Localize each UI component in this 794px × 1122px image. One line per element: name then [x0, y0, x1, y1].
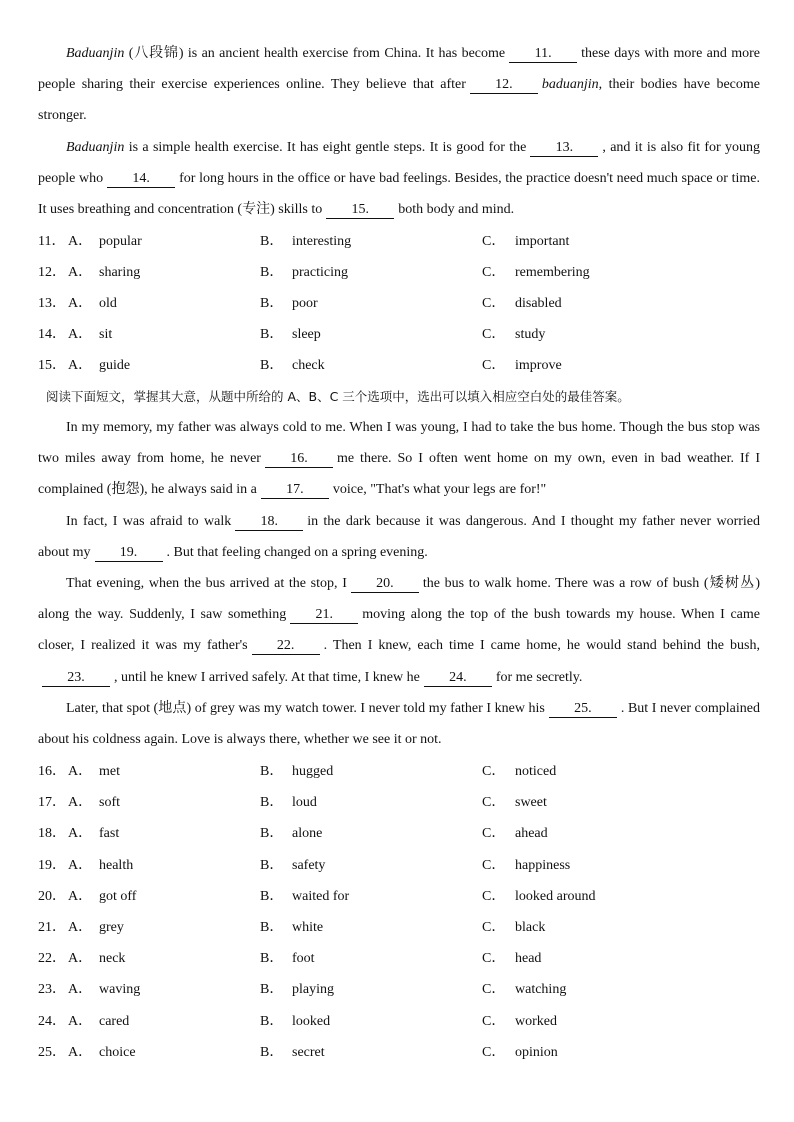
sentence-text: . Then I knew, each time I came home, he would stand behind the bush,: [323, 638, 760, 654]
passage1-paragraph2: [38, 132, 760, 226]
option-c-text[interactable]: sweet: [515, 795, 547, 811]
option-a-text[interactable]: soft: [99, 795, 120, 811]
italic-term: baduanjin: [541, 77, 599, 93]
option-b-text[interactable]: white: [292, 920, 324, 935]
blank-24: 24.: [424, 670, 492, 687]
question-number: 15．: [38, 358, 66, 373]
option-c-text[interactable]: improve: [515, 358, 562, 373]
option-b-text[interactable]: practicing: [292, 265, 348, 280]
option-a-text[interactable]: health: [99, 857, 134, 873]
blank-19: 19.: [95, 545, 163, 562]
option-letter-a: A．: [68, 764, 93, 779]
option-row: [38, 350, 760, 381]
option-a-text[interactable]: fast: [99, 826, 120, 842]
option-letter-a: A．: [68, 982, 93, 998]
option-c-text[interactable]: happiness: [515, 857, 571, 873]
option-letter-b: B．: [260, 888, 284, 904]
option-row: [38, 850, 760, 881]
option-b-text[interactable]: hugged: [292, 764, 334, 779]
option-letter-b: B．: [260, 920, 284, 935]
sentence-text: (八段锦) is an ancient health exercise from China. It has become: [124, 46, 506, 61]
option-b-text[interactable]: looked: [292, 1013, 331, 1029]
blank-13: 13.: [530, 140, 598, 157]
option-a-text[interactable]: cared: [99, 1013, 130, 1029]
option-letter-b: B．: [260, 1044, 284, 1060]
sentence-text: That evening, when the bus arrived at the stop, I: [66, 576, 347, 591]
option-b-text[interactable]: playing: [292, 982, 334, 998]
option-letter-c: C．: [482, 951, 506, 967]
option-letter-c: C．: [482, 1013, 506, 1029]
option-letter-c: C．: [482, 234, 506, 249]
sentence-text: moving along the top of the bush towards my house. When I came closer, I realized it was my father's: [38, 607, 760, 654]
question-number: 23．: [38, 982, 66, 998]
option-letter-a: A．: [68, 1044, 93, 1060]
option-letter-b: B．: [260, 234, 284, 249]
option-a-text[interactable]: got off: [99, 888, 137, 904]
option-row: [38, 226, 760, 257]
option-c-text[interactable]: disabled: [515, 296, 562, 311]
question-number: 22．: [38, 951, 66, 967]
passage2-paragraph2: [38, 506, 760, 568]
blank-22: 22.: [252, 638, 320, 655]
option-letter-a: A．: [68, 358, 93, 373]
blank-20: 20.: [351, 576, 419, 593]
option-c-text[interactable]: watching: [515, 982, 567, 998]
option-letter-b: B．: [260, 795, 284, 811]
option-b-text[interactable]: secret: [292, 1044, 325, 1060]
option-c-text[interactable]: ahead: [515, 826, 548, 842]
option-c-text[interactable]: opinion: [515, 1044, 558, 1060]
option-letter-c: C．: [482, 982, 506, 998]
question-number: 11．: [38, 234, 66, 249]
question-number: 13．: [38, 296, 66, 311]
passage2-paragraph3: [38, 568, 760, 693]
option-b-text[interactable]: alone: [292, 826, 323, 842]
sentence-text: , their bodies have become stronger.: [38, 77, 760, 124]
option-row: [38, 912, 760, 943]
option-letter-b: B．: [260, 826, 284, 842]
sentence-text: . But that feeling changed on a spring evening.: [166, 545, 428, 561]
option-letter-c: C．: [482, 888, 506, 904]
option-c-text[interactable]: black: [515, 920, 546, 935]
blank-18: 18.: [235, 514, 303, 531]
option-row: [38, 257, 760, 288]
option-b-text[interactable]: foot: [292, 951, 315, 967]
sentence-text: the bus to walk home. There was a row of bush (矮树丛) along the way. Suddenly, I saw something: [38, 576, 760, 623]
option-letter-b: B．: [260, 857, 284, 873]
option-letter-c: C．: [482, 1044, 506, 1060]
question-number: 16．: [38, 764, 66, 779]
option-letter-a: A．: [68, 327, 93, 342]
option-row: [38, 943, 760, 974]
option-c-text[interactable]: worked: [515, 1013, 557, 1029]
option-c-text[interactable]: noticed: [515, 764, 557, 779]
option-c-text[interactable]: study: [515, 327, 546, 342]
option-a-text[interactable]: waving: [99, 982, 141, 998]
option-letter-a: A．: [68, 951, 93, 967]
passage2-paragraph1: [38, 412, 760, 506]
sentence-text: . But I never complained about his coldness again. Love is always there, whether we see it or not.: [38, 701, 760, 748]
option-b-text[interactable]: interesting: [292, 234, 352, 249]
option-letter-b: B．: [260, 265, 284, 280]
option-letter-b: B．: [260, 296, 284, 311]
blank-16: 16.: [265, 451, 333, 468]
option-row: [38, 787, 760, 818]
blank-14: 14.: [107, 171, 175, 188]
sentence-text: voice, "That's what your legs are for!": [332, 482, 547, 498]
option-c-text[interactable]: looked around: [515, 888, 596, 904]
blank-15: 15.: [326, 202, 394, 219]
option-letter-c: C．: [482, 358, 506, 373]
option-row: [38, 756, 760, 787]
option-b-text[interactable]: check: [292, 358, 325, 373]
question-number: 19．: [38, 857, 66, 873]
option-letter-b: B．: [260, 951, 284, 967]
sentence-text: , and it is also fit for young people who: [38, 140, 760, 187]
option-letter-c: C．: [482, 764, 506, 779]
section-instruction: 阅读下面短文，掌握其大意，从题中所给的 A、B、C 三个选项中，选出可以填入相应空白处的最佳答案。: [46, 389, 630, 404]
question-number: 14．: [38, 327, 66, 342]
option-letter-a: A．: [68, 795, 93, 811]
option-b-text[interactable]: waited for: [292, 888, 350, 904]
option-letter-a: A．: [68, 265, 93, 280]
blank-21: 21.: [290, 607, 358, 624]
option-letter-b: B．: [260, 982, 284, 998]
option-letter-c: C．: [482, 826, 506, 842]
option-b-text[interactable]: poor: [292, 296, 318, 311]
sentence-text: Later, that spot (地点) of grey was my watch tower. I never told my father I knew his: [66, 701, 545, 716]
option-letter-c: C．: [482, 920, 506, 935]
option-letter-a: A．: [68, 888, 93, 904]
option-a-text[interactable]: met: [99, 764, 120, 779]
option-letter-b: B．: [260, 327, 284, 342]
option-b-text[interactable]: safety: [292, 857, 326, 873]
option-c-text[interactable]: remembering: [515, 265, 590, 280]
option-letter-c: C．: [482, 795, 506, 811]
option-row: [38, 1006, 760, 1037]
question-number: 21．: [38, 920, 66, 935]
option-c-text[interactable]: important: [515, 234, 570, 249]
question-number: 24．: [38, 1013, 66, 1029]
blank-11: 11.: [509, 46, 577, 63]
option-letter-a: A．: [68, 296, 93, 311]
sentence-text: in the dark because it was dangerous. And I thought my father never worried about my: [38, 514, 761, 561]
option-a-text[interactable]: sit: [99, 327, 113, 342]
option-letter-b: B．: [260, 1013, 284, 1029]
option-letter-c: C．: [482, 327, 506, 342]
option-row: [38, 1037, 760, 1068]
sentence-text: for me secretly.: [495, 669, 583, 685]
option-letter-a: A．: [68, 234, 93, 249]
passage2-paragraph4: [38, 693, 760, 755]
sentence-text: both body and mind.: [398, 202, 515, 218]
option-a-text[interactable]: sharing: [99, 265, 141, 280]
option-row: [38, 319, 760, 350]
option-letter-a: A．: [68, 826, 93, 842]
option-c-text[interactable]: head: [515, 951, 542, 967]
question-number: 17．: [38, 795, 66, 811]
option-a-text[interactable]: popular: [99, 234, 142, 249]
option-letter-c: C．: [482, 265, 506, 280]
option-letter-c: C．: [482, 296, 506, 311]
sentence-text: me there. So I often went home on my own, even in bad weather. If I complained (抱怨), he always said in a: [38, 451, 760, 498]
sentence-text: In fact, I was afraid to walk: [66, 514, 232, 529]
option-a-text[interactable]: neck: [99, 951, 126, 967]
option-row: [38, 818, 760, 849]
option-a-text[interactable]: choice: [99, 1044, 136, 1060]
option-letter-b: B．: [260, 358, 284, 373]
italic-term: Baduanjin: [66, 46, 125, 61]
question-number: 18．: [38, 826, 66, 842]
blank-23: 23.: [42, 670, 110, 687]
option-letter-c: C．: [482, 857, 506, 873]
question-number: 20．: [38, 888, 66, 904]
option-letter-a: A．: [68, 857, 93, 873]
blank-25: 25.: [549, 701, 617, 718]
option-letter-a: A．: [68, 920, 93, 935]
blank-12: 12.: [470, 77, 538, 94]
blank-17: 17.: [261, 482, 329, 499]
option-b-text[interactable]: sleep: [292, 327, 321, 342]
sentence-text: , until he knew I arrived safely. At that time, I knew he: [114, 669, 420, 685]
option-row: [38, 974, 760, 1005]
option-letter-a: A．: [68, 1013, 93, 1029]
option-b-text[interactable]: loud: [292, 795, 317, 811]
option-a-text[interactable]: old: [99, 296, 117, 311]
italic-term: Baduanjin: [66, 140, 125, 155]
option-row: [38, 881, 760, 912]
sentence-text: In my memory, my father was always cold to me. When I was young, I had to take the bus home. Though the bus stop was two miles away from home, he never: [38, 420, 760, 467]
passage1-paragraph1: [38, 38, 760, 132]
question-number: 12．: [38, 265, 66, 280]
sentence-text: for long hours in the office or have bad feelings. Besides, the practice doesn't need much space or time. It uses breathing and concentration (专注) skills to: [38, 171, 760, 218]
option-row: [38, 288, 760, 319]
option-a-text[interactable]: grey: [99, 920, 124, 935]
sentence-text: these days with more and more people sharing their exercise experiences online. They believe that after: [38, 46, 761, 93]
option-letter-b: B．: [260, 764, 284, 779]
sentence-text: is a simple health exercise. It has eight gentle steps. It is good for the: [124, 140, 527, 155]
option-a-text[interactable]: guide: [99, 358, 131, 373]
question-number: 25．: [38, 1044, 66, 1060]
